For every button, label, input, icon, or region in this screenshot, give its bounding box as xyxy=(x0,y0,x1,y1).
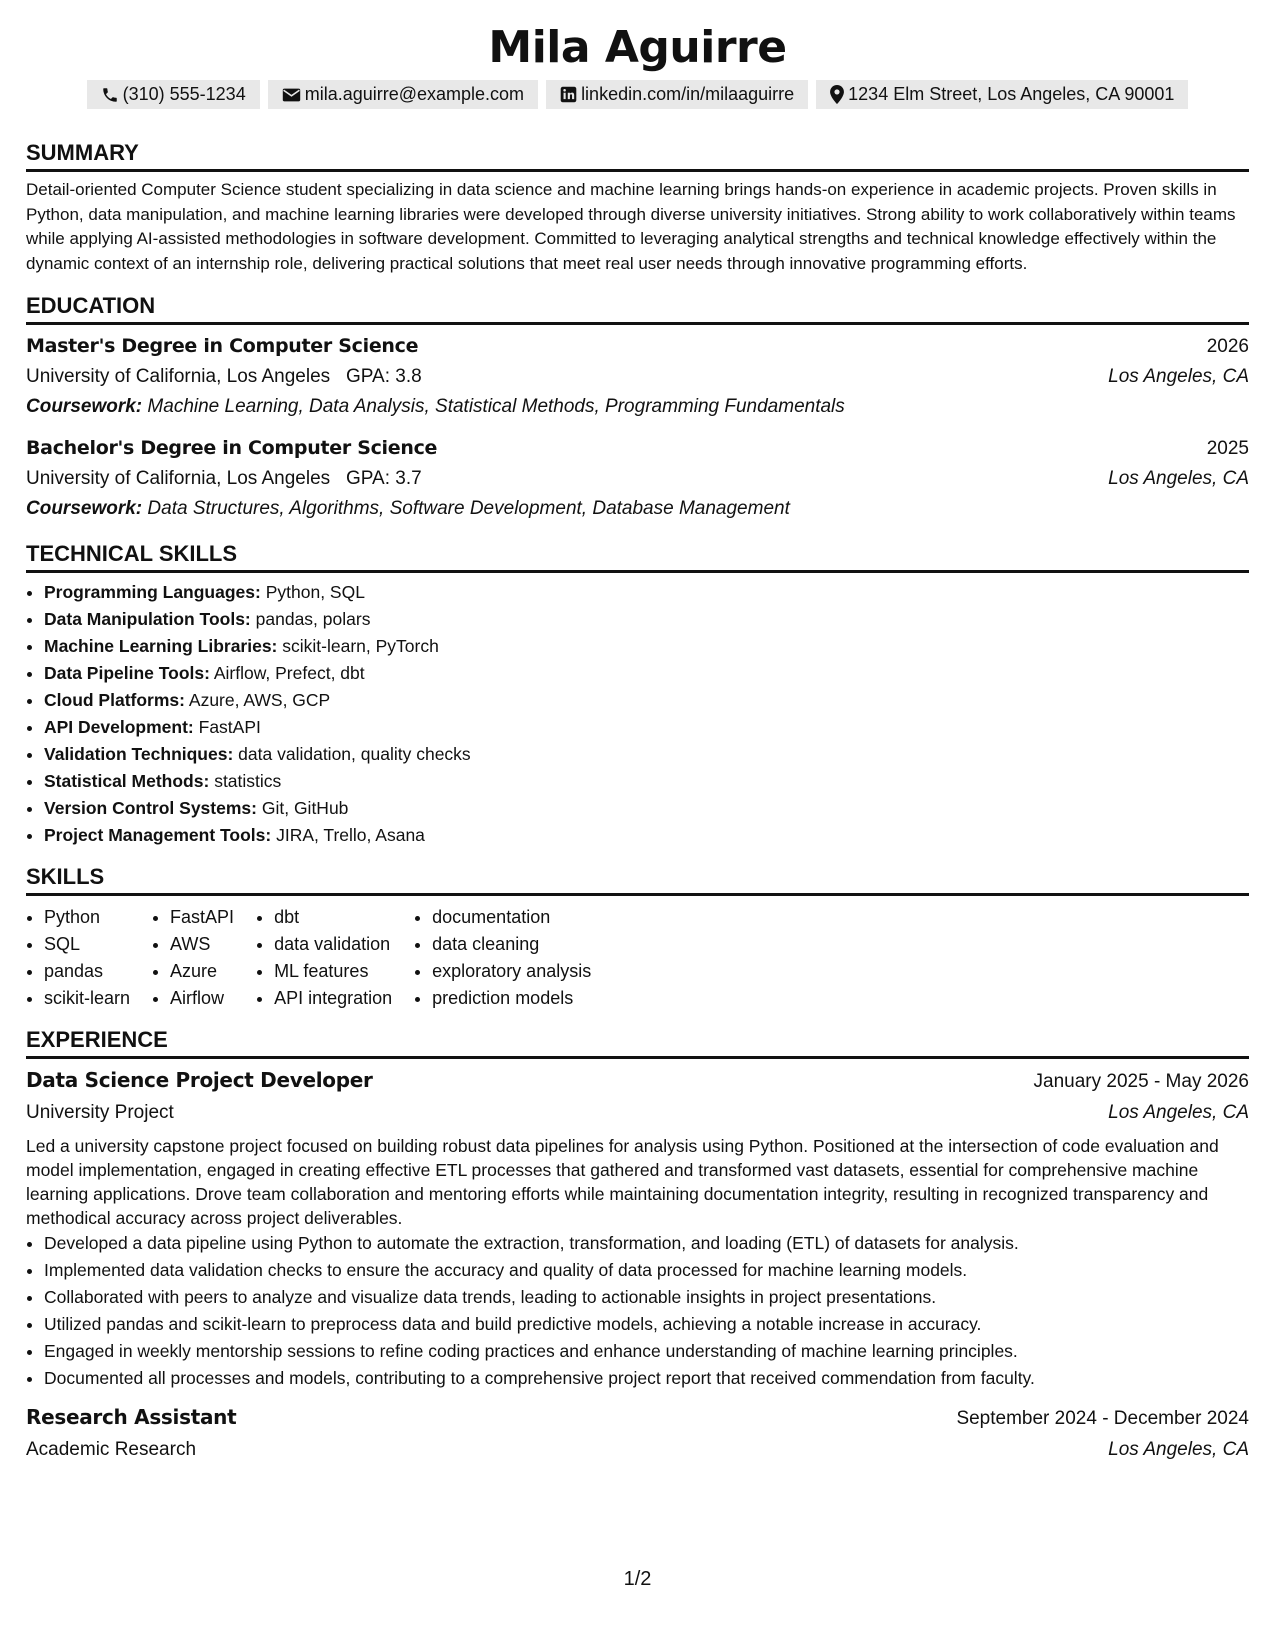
coursework xyxy=(26,392,1249,422)
graduation-year: 2026 xyxy=(1206,336,1249,357)
skill-values: Airflow, Prefect, dbt xyxy=(213,663,365,683)
coursework-label: Coursework: xyxy=(26,498,143,519)
skill-category: Statistical Methods: xyxy=(44,771,210,791)
contact-phone xyxy=(87,80,260,109)
list-item: • FastAPI xyxy=(170,904,234,931)
list-item xyxy=(44,606,1249,633)
section-title-education: EDUCATION xyxy=(26,292,1249,325)
organization: Academic Research xyxy=(26,1439,197,1460)
envelope-icon xyxy=(282,87,301,103)
skills-section xyxy=(26,863,1249,1012)
coursework-label: Coursework: xyxy=(26,396,143,417)
skill-category: Machine Learning Libraries: xyxy=(44,636,278,656)
list-item: • Implemented data validation checks to ensure the accuracy and quality of data processed for machine learning models. xyxy=(44,1257,1249,1284)
list-item: • Developed a data pipeline using Python to automate the extraction, transformation, and loading (ETL) of datasets for analysis. xyxy=(44,1230,1249,1257)
skill-category: Data Pipeline Tools: xyxy=(44,663,210,683)
school-name: University of California, Los Angeles xyxy=(26,468,331,489)
skill-values: statistics xyxy=(214,771,282,791)
education-section xyxy=(26,292,1249,524)
list-item: • Azure xyxy=(170,958,234,985)
list-item xyxy=(44,714,1249,741)
phone-icon xyxy=(101,86,119,104)
job-description: Led a university capstone project focused on building robust data pipelines for analysis using Python. Positioned at the intersection of code evaluation and model implementation, engaged in creating effective ETL processes that gathered and transformed vast datasets, essential for comprehensive machine learning applications. Drove team collaboration and mentoring efforts while maintaining documentation integrity, resulting in recognized transparency and methodical accuracy across project deliverables. xyxy=(26,1136,1219,1228)
list-item xyxy=(44,687,1249,714)
job-title: Data Science Project Developer xyxy=(26,1068,373,1092)
skill-values: data validation, quality checks xyxy=(238,744,471,764)
linkedin-link[interactable]: linkedin.com/in/milaaguirre xyxy=(581,84,795,104)
summary-section xyxy=(26,139,1249,276)
experience-section xyxy=(26,1026,1249,1465)
list-item: • Documented all processes and models, contributing to a comprehensive project report that received commendation from faculty. xyxy=(44,1365,1249,1392)
skill-category: Data Manipulation Tools: xyxy=(44,609,251,629)
coursework-list: Machine Learning, Data Analysis, Statistical Methods, Programming Fundamentals xyxy=(147,396,845,417)
graduation-year: 2025 xyxy=(1206,438,1249,459)
education-entry xyxy=(26,331,1249,422)
skills-column xyxy=(256,904,392,1012)
list-item: • SQL xyxy=(44,931,130,958)
section-title-technical-skills: TECHNICAL SKILLS xyxy=(26,540,1249,573)
list-item: • AWS xyxy=(170,931,234,958)
skills-column xyxy=(26,904,130,1012)
gpa: GPA: 3.7 xyxy=(346,468,422,489)
list-item xyxy=(44,795,1249,822)
candidate-name: Mila Aguirre xyxy=(488,22,787,73)
skill-values: Git, GitHub xyxy=(261,798,349,818)
job-dates: September 2024 - December 2024 xyxy=(956,1408,1249,1429)
section-title-experience: EXPERIENCE xyxy=(26,1026,1249,1059)
job-bullets xyxy=(26,1230,1249,1392)
education-entry xyxy=(26,433,1249,524)
coursework-list: Data Structures, Algorithms, Software Development, Database Management xyxy=(147,498,790,519)
address-text: 1234 Elm Street, Los Angeles, CA 90001 xyxy=(848,84,1175,104)
page-number: 1/2 xyxy=(623,1568,652,1590)
experience-entry xyxy=(26,1402,1249,1465)
job-title: Research Assistant xyxy=(26,1405,237,1429)
list-item: • ML features xyxy=(274,958,392,985)
skill-values: Azure, AWS, GCP xyxy=(188,690,331,710)
location-pin-icon xyxy=(830,85,844,104)
contact-bar xyxy=(26,80,1249,109)
skill-category: API Development: xyxy=(44,717,194,737)
list-item: • documentation xyxy=(432,904,591,931)
email-link[interactable]: mila.aguirre@example.com xyxy=(304,84,525,104)
school-info xyxy=(26,464,422,494)
list-item: • pandas xyxy=(44,958,130,985)
list-item: • Airflow xyxy=(170,985,234,1012)
list-item xyxy=(44,768,1249,795)
degree-title: Master's Degree in Computer Science xyxy=(26,335,419,357)
list-item: • Utilized pandas and scikit-learn to preprocess data and build predictive models, achieving a notable increase in accuracy. xyxy=(44,1311,1249,1338)
job-location: Los Angeles, CA xyxy=(1108,1439,1249,1460)
summary-text: Detail-oriented Computer Science student specializing in data science and machine learning brings hands-on experience in academic projects. Proven skills in Python, data manipulation, and machine learning libraries were developed through diverse university initiatives. Strong ability to work collaboratively within teams while applying AI-assisted methodologies in software development. Committed to leveraging analytical strengths and technical knowledge effectively within the dynamic context of an internship role, delivering practical solutions that meet real user needs through innovative programming efforts. xyxy=(26,180,1236,273)
skill-values: scikit-learn, PyTorch xyxy=(282,636,439,656)
skill-category: Validation Techniques: xyxy=(44,744,234,764)
list-item xyxy=(44,822,1249,849)
skill-category: Cloud Platforms: xyxy=(44,690,185,710)
technical-skills-list xyxy=(26,579,1249,849)
school-location: Los Angeles, CA xyxy=(1108,366,1249,387)
school-name: University of California, Los Angeles xyxy=(26,366,331,387)
gpa: GPA: 3.8 xyxy=(346,366,422,387)
list-item: • Engaged in weekly mentorship sessions to refine coding practices and enhance understanding of machine learning principles. xyxy=(44,1338,1249,1365)
skills-column xyxy=(152,904,234,1012)
section-title-summary: SUMMARY xyxy=(26,139,1249,172)
section-title-skills: SKILLS xyxy=(26,863,1249,896)
linkedin-icon xyxy=(560,86,577,103)
skill-values: pandas, polars xyxy=(255,609,371,629)
list-item xyxy=(44,741,1249,768)
list-item: • prediction models xyxy=(432,985,591,1012)
list-item: • Collaborated with peers to analyze and visualize data trends, leading to actionable insights in project presentations. xyxy=(44,1284,1249,1311)
list-item: • data validation xyxy=(274,931,392,958)
school-location: Los Angeles, CA xyxy=(1108,468,1249,489)
skills-column xyxy=(414,904,591,1012)
skill-values: Python, SQL xyxy=(265,582,365,602)
experience-entry xyxy=(26,1065,1249,1392)
list-item: • API integration xyxy=(274,985,392,1012)
list-item xyxy=(44,579,1249,606)
list-item: • data cleaning xyxy=(432,931,591,958)
coursework xyxy=(26,494,1249,524)
skill-category: Programming Languages: xyxy=(44,582,261,602)
technical-skills-section xyxy=(26,540,1249,849)
job-dates: January 2025 - May 2026 xyxy=(1033,1071,1249,1092)
skills-grid xyxy=(26,904,1249,1012)
phone-text[interactable]: (310) 555-1234 xyxy=(122,84,246,104)
degree-title: Bachelor's Degree in Computer Science xyxy=(26,437,438,459)
list-item: • Python xyxy=(44,904,130,931)
skill-values: JIRA, Trello, Asana xyxy=(276,825,425,845)
skill-category: Project Management Tools: xyxy=(44,825,272,845)
skill-category: Version Control Systems: xyxy=(44,798,257,818)
organization: University Project xyxy=(26,1102,174,1123)
list-item: • dbt xyxy=(274,904,392,931)
contact-address xyxy=(816,80,1188,109)
school-info xyxy=(26,362,422,392)
list-item: • exploratory analysis xyxy=(432,958,591,985)
list-item xyxy=(44,660,1249,687)
skill-values: FastAPI xyxy=(198,717,261,737)
list-item xyxy=(44,633,1249,660)
contact-email xyxy=(268,80,538,109)
contact-linkedin xyxy=(546,80,808,109)
job-location: Los Angeles, CA xyxy=(1108,1102,1249,1123)
list-item: • scikit-learn xyxy=(44,985,130,1012)
